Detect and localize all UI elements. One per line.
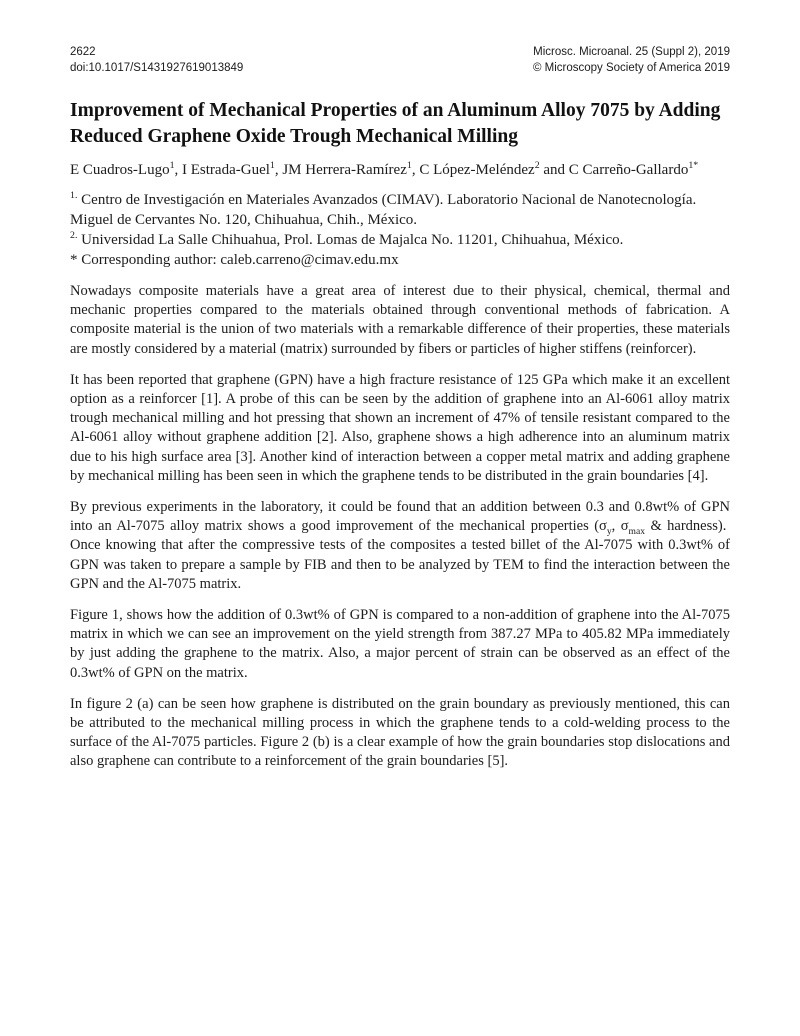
header-left [70, 44, 243, 76]
affiliations-block [70, 190, 730, 270]
page-number: 2622 [70, 46, 96, 58]
paragraph-intro-composites: Nowadays composite materials have a great area of interest due to their physical, chemical, thermal and mechanic properties compared to the materials obtained through conventional methods of fabrication. A composite material is the union of two materials with a remarkable difference of their properties, these materials are mostly considered by a material (matrix) surrounded by fibers or particles of higher stiffens (reinforcer). [70, 283, 730, 357]
copyright-notice: © Microscopy Society of America 2019 [532, 62, 730, 74]
doi: doi:10.1017/S1431927619013849 [70, 62, 244, 74]
header-right [533, 44, 730, 76]
article-body [70, 282, 730, 772]
paragraph-figure-2: In figure 2 (a) can be seen how graphene is distributed on the grain boundary as previously mentioned, this can be attributed to the mechanical milling process in which the graphene tends to a cold-welding process to the surface of the Al-7075 particles. Figure 2 (b) is a clear example of how the grain boundaries stop dislocations and also graphene can contribute to a reinforcement of the grain boundaries [5]. [70, 695, 730, 770]
affiliation-2: $^{2.}$ Universidad La Salle Chihuahua, Prol. Lomas de Majalca No. 11201, Chihuahua, México. [70, 230, 624, 248]
journal-header [70, 44, 730, 76]
paragraph-previous-experiments: By previous experiments in the laboratory, it could be found that an addition between 0.3 and 0.8wt% of GPN into an Al-7075 alloy matrix shows a good improvement of the mechanical properties ($\sigma_y$, $\sigma_{max}$ & hardness). Once knowing that after the compressive tests of the composites a tested billet of the Al-7075 with 0.3wt% of GPN was taken to prepare a sample by FIB and then to be analyzed by TEM to find the interaction between the GPN and the Al-7075 matrix. [70, 499, 730, 592]
author-list: E Cuadros-Lugo$^1$, I Estrada-Guel$^1$, JM Herrera-Ramírez$^1$, C López-Meléndez$^2$ and C Carreño-Gallardo$^{1*}$ [70, 160, 699, 178]
article-title: Improvement of Mechanical Properties of an Aluminum Alloy 7075 by Adding Reduced Graphene Oxide Trough Mechanical Milling [70, 100, 721, 147]
journal-citation: Microsc. Microanal. 25 (Suppl 2), 2019 [533, 46, 730, 58]
paragraph-graphene-background: It has been reported that graphene (GPN) have a high fracture resistance of 125 GPa which make it an excellent option as a reinforcer [1]. A probe of this can be seen by the addition of graphene into an Al-6061 alloy matrix trough mechanical milling and hot pressing that shown an increment of 47% of tensile resistant compared to the Al-6061 alloy without graphene addition [2]. Also, graphene shows a high adherence into an aluminum matrix due to his high surface area [3]. Another kind of interaction between a copper metal matrix and adding graphene by mechanical milling has been seen in which the graphene tends to be distributed in the grain boundaries [4]. [70, 371, 730, 484]
affiliation-1: $^{1.}$ Centro de Investigación en Materiales Avanzados (CIMAV). Laboratorio Nacional de Nanotecnología. Miguel de Cervantes No. 120, Chihuahua, Chih., México. [70, 190, 697, 228]
corresponding-author: * Corresponding author: caleb.carreno@cimav.edu.mx [70, 252, 399, 268]
paragraph-figure-1: Figure 1, shows how the addition of 0.3wt% of GPN is compared to a non-addition of graphene into the Al-7075 matrix in which we can see an improvement on the yield strength from 387.27 MPa to 405.82 MPa immediately by just adding the graphene to the matrix. Also, a major percent of strain can be observed as an effect of the 0.3wt% of GPN on the matrix. [70, 607, 730, 681]
